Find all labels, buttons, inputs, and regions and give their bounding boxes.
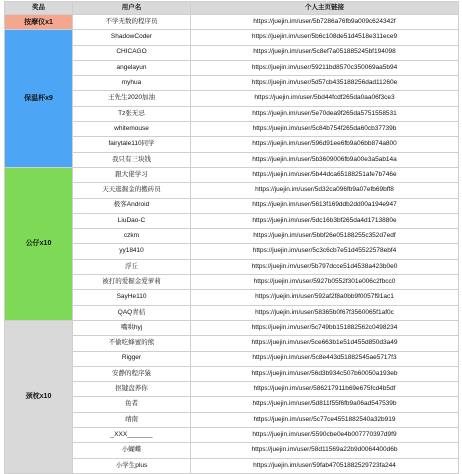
header-profile-link: 个人主页链接 xyxy=(191,2,459,15)
table-row xyxy=(5,412,459,427)
profile-link-cell[interactable]: https://juejin.im/user/5dc16b3bf265da4d1713880e xyxy=(191,213,459,228)
profile-link-cell[interactable]: https://juejin.im/user/5613f169ddb2dd00a194e947 xyxy=(191,198,459,213)
winners-table-container xyxy=(4,1,458,474)
header-prize: 奖品 xyxy=(5,2,73,15)
table-row xyxy=(5,45,459,60)
profile-link-cell[interactable]: https://juejin.im/user/5c8ef7a051885245bf194098 xyxy=(191,45,459,60)
username-cell: 王先生2020加油 xyxy=(73,91,191,106)
username-cell: 抠键盘养你 xyxy=(73,382,191,397)
username-cell: 小学生plus xyxy=(73,458,191,473)
table-row xyxy=(5,60,459,75)
username-cell: 浮丘 xyxy=(73,259,191,274)
prize-cell: 公仔x10 xyxy=(5,167,73,320)
username-cell: 极客Android xyxy=(73,198,191,213)
username-cell: 不学无数的程序员 xyxy=(73,15,191,30)
username-cell: fairytale110同学 xyxy=(73,137,191,152)
table-row xyxy=(5,443,459,458)
profile-link-cell[interactable]: https://juejin.im/user/5d57cb435188256dad11260e xyxy=(191,76,459,91)
profile-link-cell[interactable]: https://juejin.im/user/58365b0f67f3560065f1af0c xyxy=(191,305,459,320)
username-cell: 安静的程序猿 xyxy=(73,366,191,381)
username-cell: 小蝴蝶 xyxy=(73,443,191,458)
prize-cell: 保温杯x9 xyxy=(5,30,73,168)
username-cell: 我只有三块钱 xyxy=(73,152,191,167)
profile-link-cell[interactable]: https://juejin.im/user/5c8e443d51882545ae5717f3 xyxy=(191,351,459,366)
table-row xyxy=(5,290,459,305)
table-row xyxy=(5,91,459,106)
username-cell: Tz张无忌 xyxy=(73,106,191,121)
header-row xyxy=(5,2,459,15)
profile-link-cell[interactable]: https://juejin.im/user/56d3b934c507b60050a193eb xyxy=(191,366,459,381)
table-row xyxy=(5,183,459,198)
username-cell: 被打的爱掘金爱萝莉 xyxy=(73,275,191,290)
table-row xyxy=(5,382,459,397)
username-cell: 天天逛掘金的搬砖员 xyxy=(73,183,191,198)
profile-link-cell[interactable]: https://juejin.im/user/5bd44fcdf265da0aa06f3ce3 xyxy=(191,91,459,106)
username-cell: 跟大佬学习 xyxy=(73,167,191,182)
profile-link-cell[interactable]: https://juejin.im/user/5d811f55f6fb9a06ad547539b xyxy=(191,397,459,412)
username-cell: ShadowCoder xyxy=(73,30,191,45)
profile-link-cell[interactable]: https://juejin.im/user/5e70dea9f265da5751558531 xyxy=(191,106,459,121)
table-row xyxy=(5,244,459,259)
username-cell: SayHe110 xyxy=(73,290,191,305)
table-row xyxy=(5,259,459,274)
profile-link-cell[interactable]: https://juejin.im/user/596d91ee6fb9a06bb874a800 xyxy=(191,137,459,152)
table-row xyxy=(5,167,459,182)
username-cell: myhua xyxy=(73,76,191,91)
table-row xyxy=(5,213,459,228)
username-cell: CHICAGO xyxy=(73,45,191,60)
table-row xyxy=(5,351,459,366)
profile-link-cell[interactable]: https://juejin.im/user/5c749bb151882562c0498234 xyxy=(191,320,459,335)
username-cell: QAQ青桔 xyxy=(73,305,191,320)
profile-link-cell[interactable]: https://juejin.im/user/5ce663b1e51d455d850d3a49 xyxy=(191,336,459,351)
table-body xyxy=(5,15,459,474)
username-cell: 嘴哄hyj xyxy=(73,320,191,335)
profile-link-cell[interactable]: https://juejin.im/user/59fab47051882529723fa244 xyxy=(191,458,459,473)
username-cell: 靖南 xyxy=(73,412,191,427)
table-row xyxy=(5,275,459,290)
username-cell: czkm xyxy=(73,229,191,244)
profile-link-cell[interactable]: https://juejin.im/user/586217911b69e675fcd4b5df xyxy=(191,382,459,397)
table-row xyxy=(5,366,459,381)
profile-link-cell[interactable]: https://juejin.im/user/5bbf26e05188255c352d7edf xyxy=(191,229,459,244)
table-row xyxy=(5,428,459,443)
username-cell: 鱼者 xyxy=(73,397,191,412)
profile-link-cell[interactable]: https://juejin.im/user/592af2f8a0bb9f0057f91ac1 xyxy=(191,290,459,305)
table-row xyxy=(5,320,459,335)
profile-link-cell[interactable]: https://juejin.im/user/5b44dca65188251afe7b746e xyxy=(191,167,459,182)
header-username: 用户名 xyxy=(73,2,191,15)
profile-link-cell[interactable]: https://juejin.im/user/5c3c6cb7e51d45522578ebf4 xyxy=(191,244,459,259)
username-cell: yy18410 xyxy=(73,244,191,259)
username-cell: LiuDao-C xyxy=(73,213,191,228)
username-cell: _XXX_______ xyxy=(73,428,191,443)
username-cell: whitemouse xyxy=(73,122,191,137)
table-row xyxy=(5,305,459,320)
table-row xyxy=(5,106,459,121)
username-cell: angelayun xyxy=(73,60,191,75)
prize-cell: 颈枕x10 xyxy=(5,320,73,473)
table-row xyxy=(5,397,459,412)
table-row xyxy=(5,336,459,351)
table-row xyxy=(5,458,459,473)
table-row xyxy=(5,15,459,30)
profile-link-cell[interactable]: https://juejin.im/user/5927b0552f301e006c2fbcc0 xyxy=(191,275,459,290)
username-cell: 不偷吃蜂蜜的熊 xyxy=(73,336,191,351)
table-row xyxy=(5,198,459,213)
table-row xyxy=(5,137,459,152)
table-row xyxy=(5,152,459,167)
profile-link-cell[interactable]: https://juejin.im/user/5c77ce4551882540a32b919 xyxy=(191,412,459,427)
table-row xyxy=(5,122,459,137)
table-row xyxy=(5,229,459,244)
profile-link-cell[interactable]: https://juejin.im/user/59211bd8570c350069aa5b94 xyxy=(191,60,459,75)
profile-link-cell[interactable]: https://juejin.im/user/5b3609006fb9a00e3a5ab14a xyxy=(191,152,459,167)
username-cell: Rigger xyxy=(73,351,191,366)
profile-link-cell[interactable]: https://juejin.im/user/5d32ca096fb9a07efb69bff8 xyxy=(191,183,459,198)
winners-table xyxy=(4,1,459,474)
prize-cell: 按摩仪x1 xyxy=(5,15,73,30)
profile-link-cell[interactable]: https://juejin.im/user/58d11569a22b9d0064400d6b xyxy=(191,443,459,458)
profile-link-cell[interactable]: https://juejin.im/user/5b6c108de51d4518e311ece9 xyxy=(191,30,459,45)
profile-link-cell[interactable]: https://juejin.im/user/5b797dcce51d4538a423b0e0 xyxy=(191,259,459,274)
profile-link-cell[interactable]: https://juejin.im/user/5c84b754f265da60cb37739b xyxy=(191,122,459,137)
table-row xyxy=(5,76,459,91)
profile-link-cell[interactable]: https://juejin.im/user/5b7286a76fb9a009c624342f xyxy=(191,15,459,30)
profile-link-cell[interactable]: https://juejin.im/user/5590cbe0e4b007770397d9f9 xyxy=(191,428,459,443)
table-row xyxy=(5,30,459,45)
